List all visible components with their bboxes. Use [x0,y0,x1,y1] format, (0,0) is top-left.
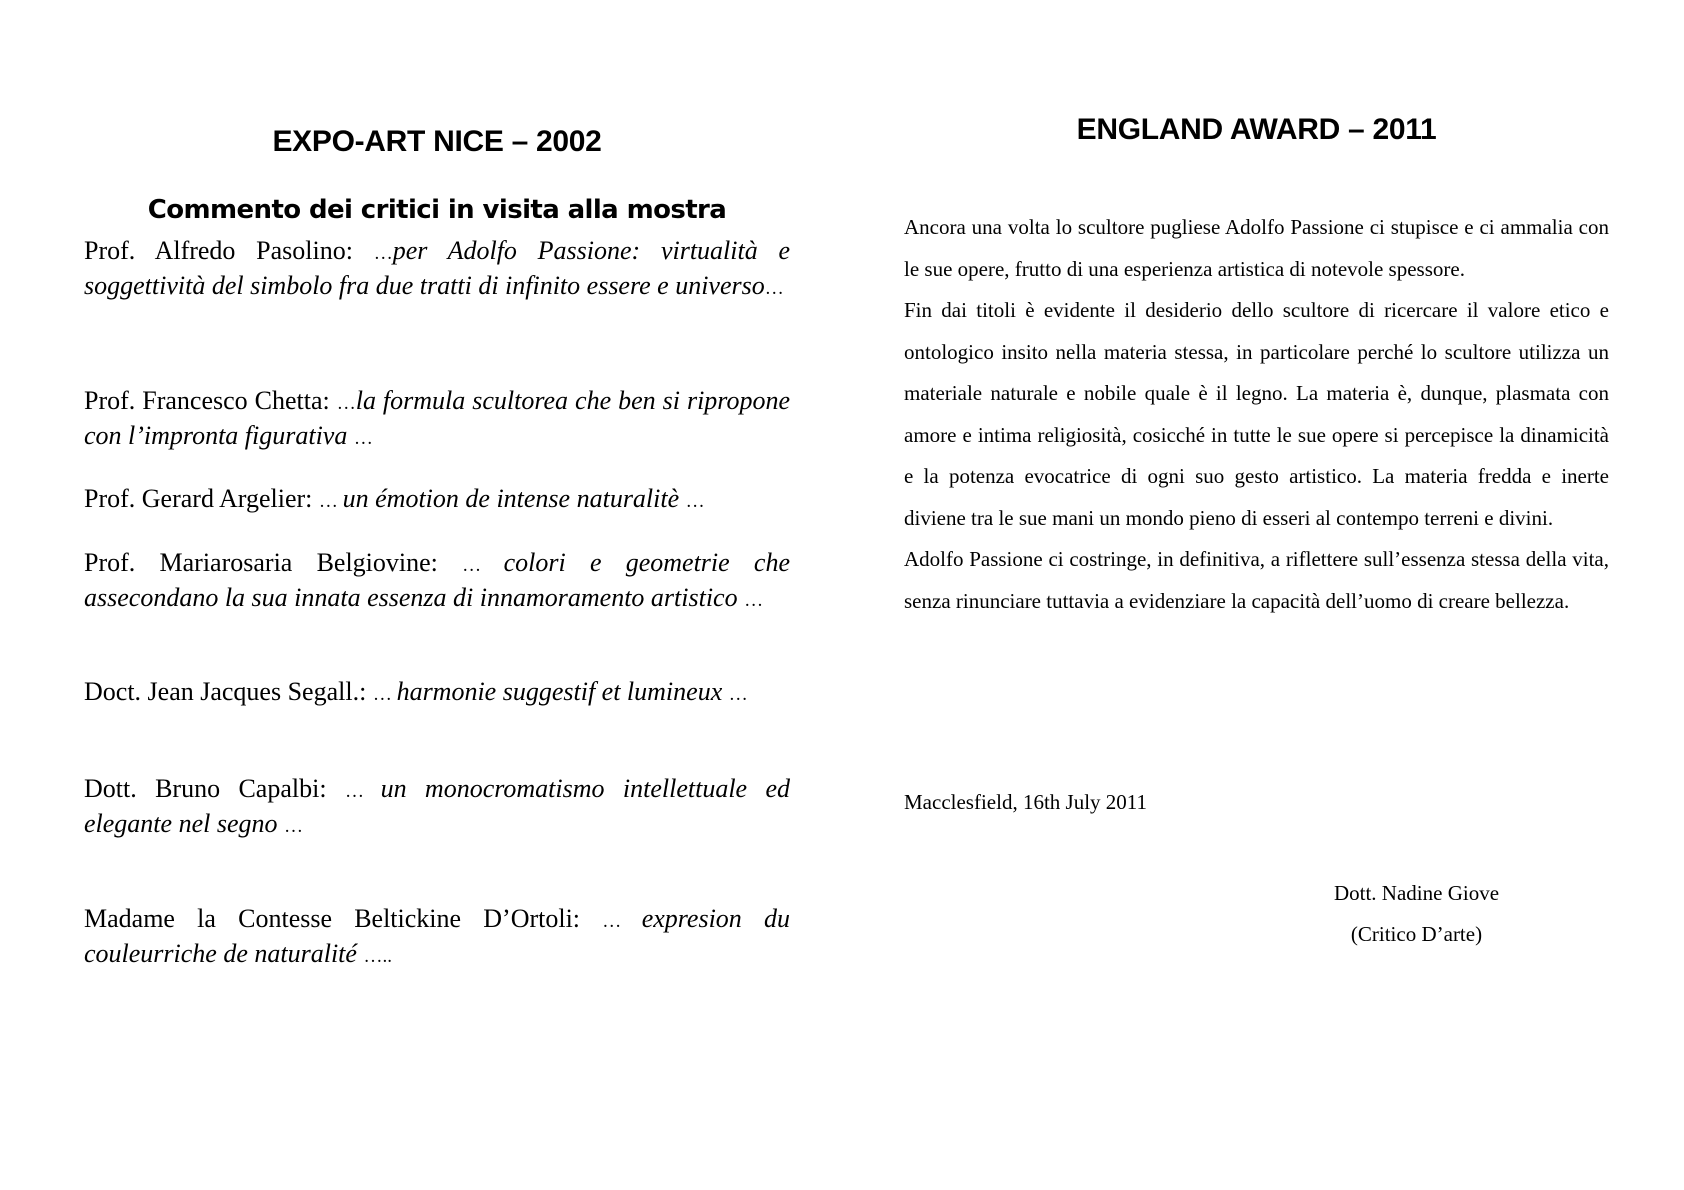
critic-comment-segall [84,676,790,711]
ellipsis: … [602,911,642,932]
critic-comment-ortoli [84,903,790,973]
critic-quote: un monocromatismo intellettuale ed elegante nel segno [84,774,790,838]
critic-name: Dott. Bruno Capalbi: [84,774,345,803]
critic-name: Madame la Contesse Beltickine D’Ortoli: [84,904,603,933]
letter-place-date: Macclesfield, 16th July 2011 [904,790,1148,814]
critic-name: Prof. Mariarosaria Belgiovine: [84,548,463,577]
critic-comment-chetta [84,385,790,455]
ellipsis: … [344,781,381,802]
signature-block [1304,873,1529,955]
critic-quote: harmonie suggestif et lumineux [396,677,729,706]
critic-comment-belgiovine [84,547,790,617]
ellipsis: … [372,684,397,705]
expo-art-title: EXPO-ART NICE – 2002 [272,125,602,158]
england-award-title: ENGLAND AWARD – 2011 [1076,113,1437,146]
ellipsis: … [744,590,764,611]
letter-paragraph: Fin dai titoli è evidente il desiderio dello scultore di ricercare il valore etico e ontologico insito nella materia stessa, in particolare perché lo scultore utilizza un materiale naturale e nobile quale è il legno. La materia è, dunque, plasmata con amore e intima religiosità, cosicché in tutte le sue opere si percepisce la dinamicità e la potenza evocatrice di ogni suo gesto artistico. La materia fredda e inerte diviene tra le sue mani un mondo pieno di esseri al contempo terreni e divini. [904,298,1609,530]
critic-comment-argelier [84,483,790,518]
ellipsis: … [353,428,373,449]
ellipsis: … [462,555,504,576]
critic-name: Prof. Gerard Argelier: [84,484,319,513]
critic-quote: per Adolfo Passione: virtualità e soggettività del simbolo fra due tratti di infinito essere e universo [84,236,790,300]
critic-name: Prof. Alfredo Pasolino: [84,236,374,265]
letter-paragraph: Adolfo Passione ci costringe, in definitiva, a riflettere sull’essenza stessa della vita, senza rinunciare tuttavia a evidenziare la capacità dell’uomo di creare bellezza. [904,547,1609,613]
ellipsis: … [336,393,356,414]
critic-name: Prof. Francesco Chetta: [84,386,337,415]
ellipsis: … [728,684,748,705]
ellipsis: … [685,491,705,512]
ellipsis: ….. [363,946,392,967]
critic-quote: la formula scultorea che ben si ripropone con l’impronta figurativa [84,386,790,450]
ellipsis: … [373,243,393,264]
critic-quote: colori e geometrie che assecondano la sua innata essenza di innamoramento artistico [84,548,790,612]
ellipsis: … [764,278,784,299]
critics-subtitle: Commento dei critici in visita alla mostra [147,195,727,225]
critic-quote: expresion du couleurriche de naturalité [84,904,791,968]
letter-body [904,207,1609,622]
ellipsis: … [284,816,303,837]
critic-comment-capalbi [84,773,790,843]
signature-name: Dott. Nadine Giove [1333,881,1500,905]
ellipsis: … [318,491,343,512]
critic-quote: un émotion de intense naturalitè [342,484,686,513]
critic-name: Doct. Jean Jacques Segall.: [84,677,373,706]
signature-role: (Critico D’arte) [1350,922,1483,946]
critic-comment-pasolino [84,235,790,305]
letter-paragraph: Ancora una volta lo scultore pugliese Adolfo Passione ci stupisce e ci ammalia con le sue opere, frutto di una esperienza artistica di notevole spessore. [904,215,1609,281]
